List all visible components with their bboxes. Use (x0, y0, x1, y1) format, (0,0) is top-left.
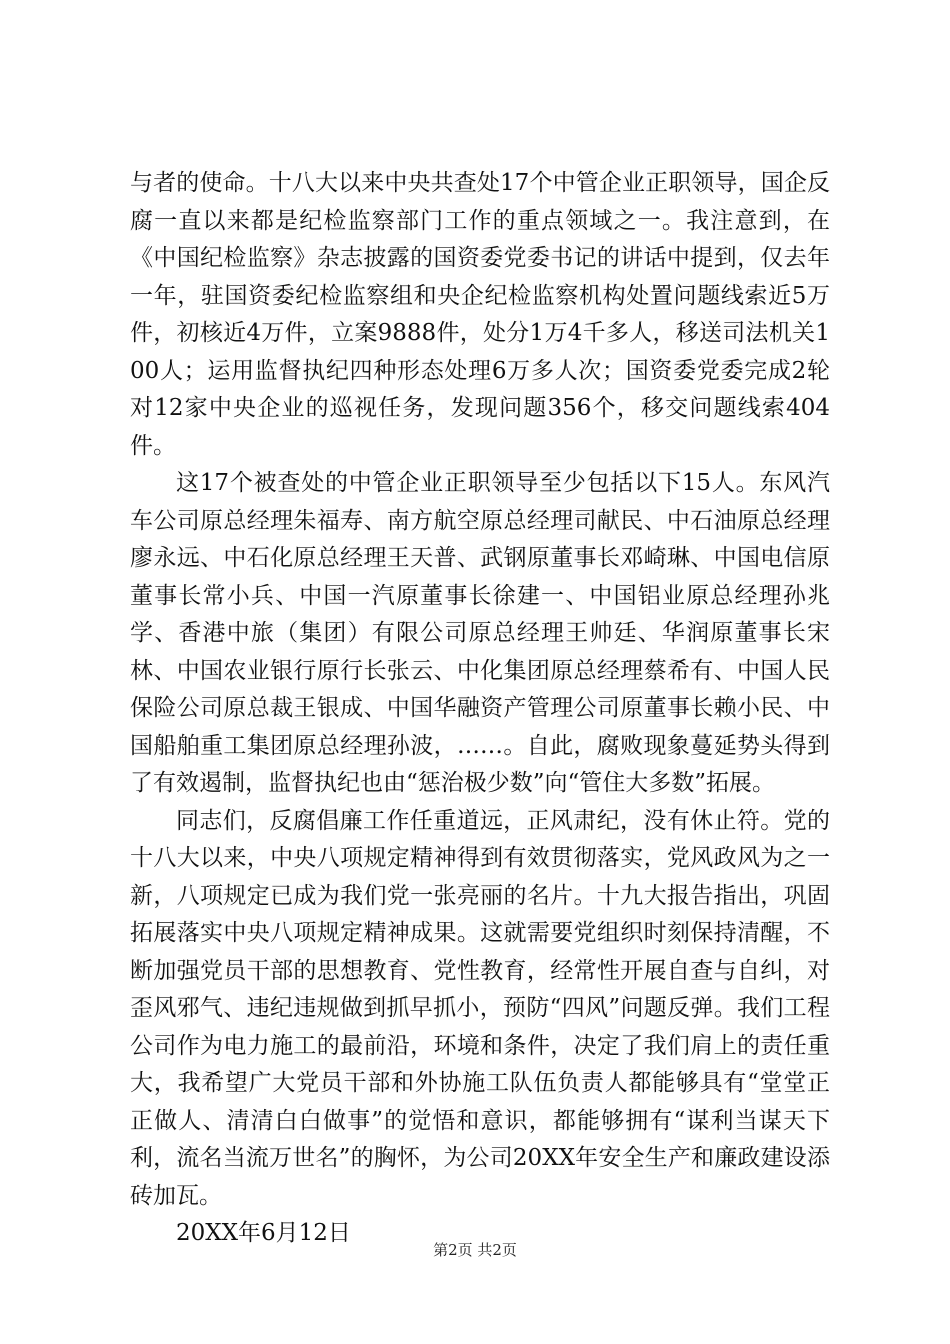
paragraph-3: 同志们，反腐倡廉工作任重道远，正风肃纪，没有休止符。党的十八大以来，中央八项规定精神得到有效贯彻落实，党风政风为之一新，八项规定已成为我们党一张亮丽的名片。十九大报告指出，巩固拓展落实中央八项规定精神成果。这就需要党组织时刻保持清醒，不断加强党员干部的思想教育、党性教育，经常性开展自查与自纠，对歪风邪气、违纪违规做到抓早抓小，预防“四风”问题反弹。我们工程公司作为电力施工的最前沿，环境和条件，决定了我们肩上的责任重大，我希望广大党员干部和外协施工队伍负责人都能够具有“堂堂正正做人、清清白白做事”的觉悟和意识，都能够拥有“谋利当谋天下利，流名当流万世名”的胸怀，为公司20XX年安全生产和廉政建设添砖加瓦。 (130, 807, 830, 1209)
paragraph-2: 这17个被查处的中管企业正职领导至少包括以下15人。东风汽车公司原总经理朱福寿、南方航空原总经理司献民、中石油原总经理廖永远、中石化原总经理王天普、武钢原董事长邓崎琳、中国电信原董事长常小兵、中国一汽原董事长徐建一、中国铝业原总经理孙兆学、香港中旅（集团）有限公司原总经理王帅廷、华润原董事长宋林、中国农业银行原行长张云、中化集团原总经理蔡希有、中国人民保险公司原总裁王银成、中国华融资产管理公司原董事长赖小民、中国船舶重工集团原总经理孙波，……。自此，腐败现象蔓延势头得到了有效遏制，监督执纪也由“惩治极少数”向“管住大多数”拓展。 (130, 470, 830, 796)
page-number-footer: 第2页 共2页 (433, 1241, 517, 1259)
document-body (130, 165, 830, 1253)
paragraph-1: 与者的使命。十八大以来中央共查处17个中管企业正职领导，国企反腐一直以来都是纪检监察部门工作的重点领域之一。我注意到，在《中国纪检监察》杂志披露的国资委党委书记的讲话中提到，仅去年一年，驻国资委纪检监察组和央企纪检监察机构处置问题线索近5万件，初核近4万件，立案9888件，处分1万4千多人，移送司法机关100人；运用监督执纪四种形态处理6万多人次；国资委党委完成2轮对12家中央企业的巡视任务，发现问题356个，移交问题线索404件。 (130, 170, 830, 459)
document-date: 20XX年6月12日 (176, 1220, 351, 1246)
